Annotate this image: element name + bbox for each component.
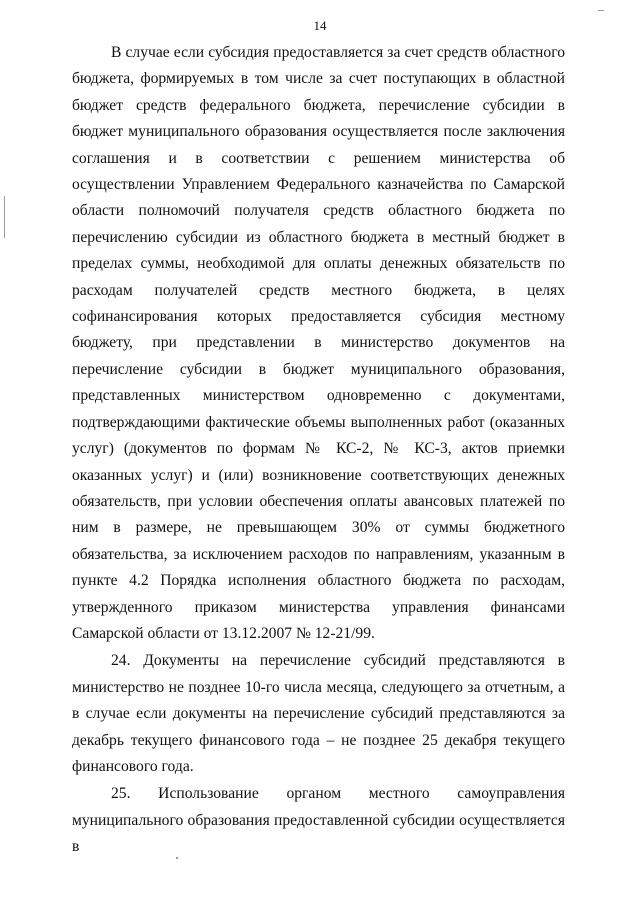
scan-mark-top-right	[598, 10, 604, 11]
page-number: 14	[313, 18, 327, 33]
paragraph-subsidy-transfer: В случае если субсидия предоставляется за счет средств областного бюджета, формируемых в том числе за счет поступающих в областной бюджет средств федерального бюджета, перечисление субсидии в бюджет муниципального образования осуществляется после заключения соглашения и в соответствии с решением министерства об осуществлении Управлением Федерального казначейства по Самарской области полномочий получателя средств областного бюджета по перечислению субсидии из областного бюджета в местный бюджет в пределах суммы, необходимой для оплаты денежных обязательств по расходам получателей средств местного бюджета, в целях софинансирования которых предоставляется субсидия местному бюджету, при представлении в министерство документов на перечисление субсидии в бюджет муниципального образования, представленных министерством одновременно с документами, подтверждающими фактические объемы выполненных работ (оказанных услуг) (документов по формам № КС-2, № КС-3, актов приемки оказанных услуг) и (или) возникновение соответствующих денежных обязательств, при условии обеспечения оплаты авансовых платежей по ним в размере, не превышающем 30% от суммы бюджетного обязательства, за исключением расходов по направлениям, указанным в пункте 4.2 Порядка исполнения областного бюджета по расходам, утвержденного приказом министерства управления финансами Самарской области от 13.12.2007 № 12-21/99.	[72, 44, 565, 642]
paragraph-25: 25. Использование органом местного самоуправления муниципального образования предоставленной субсидии осуществляется в	[72, 785, 565, 856]
document-body	[72, 40, 565, 861]
scan-dot-bottom	[176, 857, 178, 859]
scan-mark-left-margin	[4, 196, 5, 238]
paragraph-24: 24. Документы на перечисление субсидий представляются в министерство не позднее 10-го числа месяца, следующего за отчетным, а в случае если документы на перечисление субсидий представляются за декабрь текущего финансового года – не позднее 25 декабря текущего финансового года.	[72, 652, 565, 775]
